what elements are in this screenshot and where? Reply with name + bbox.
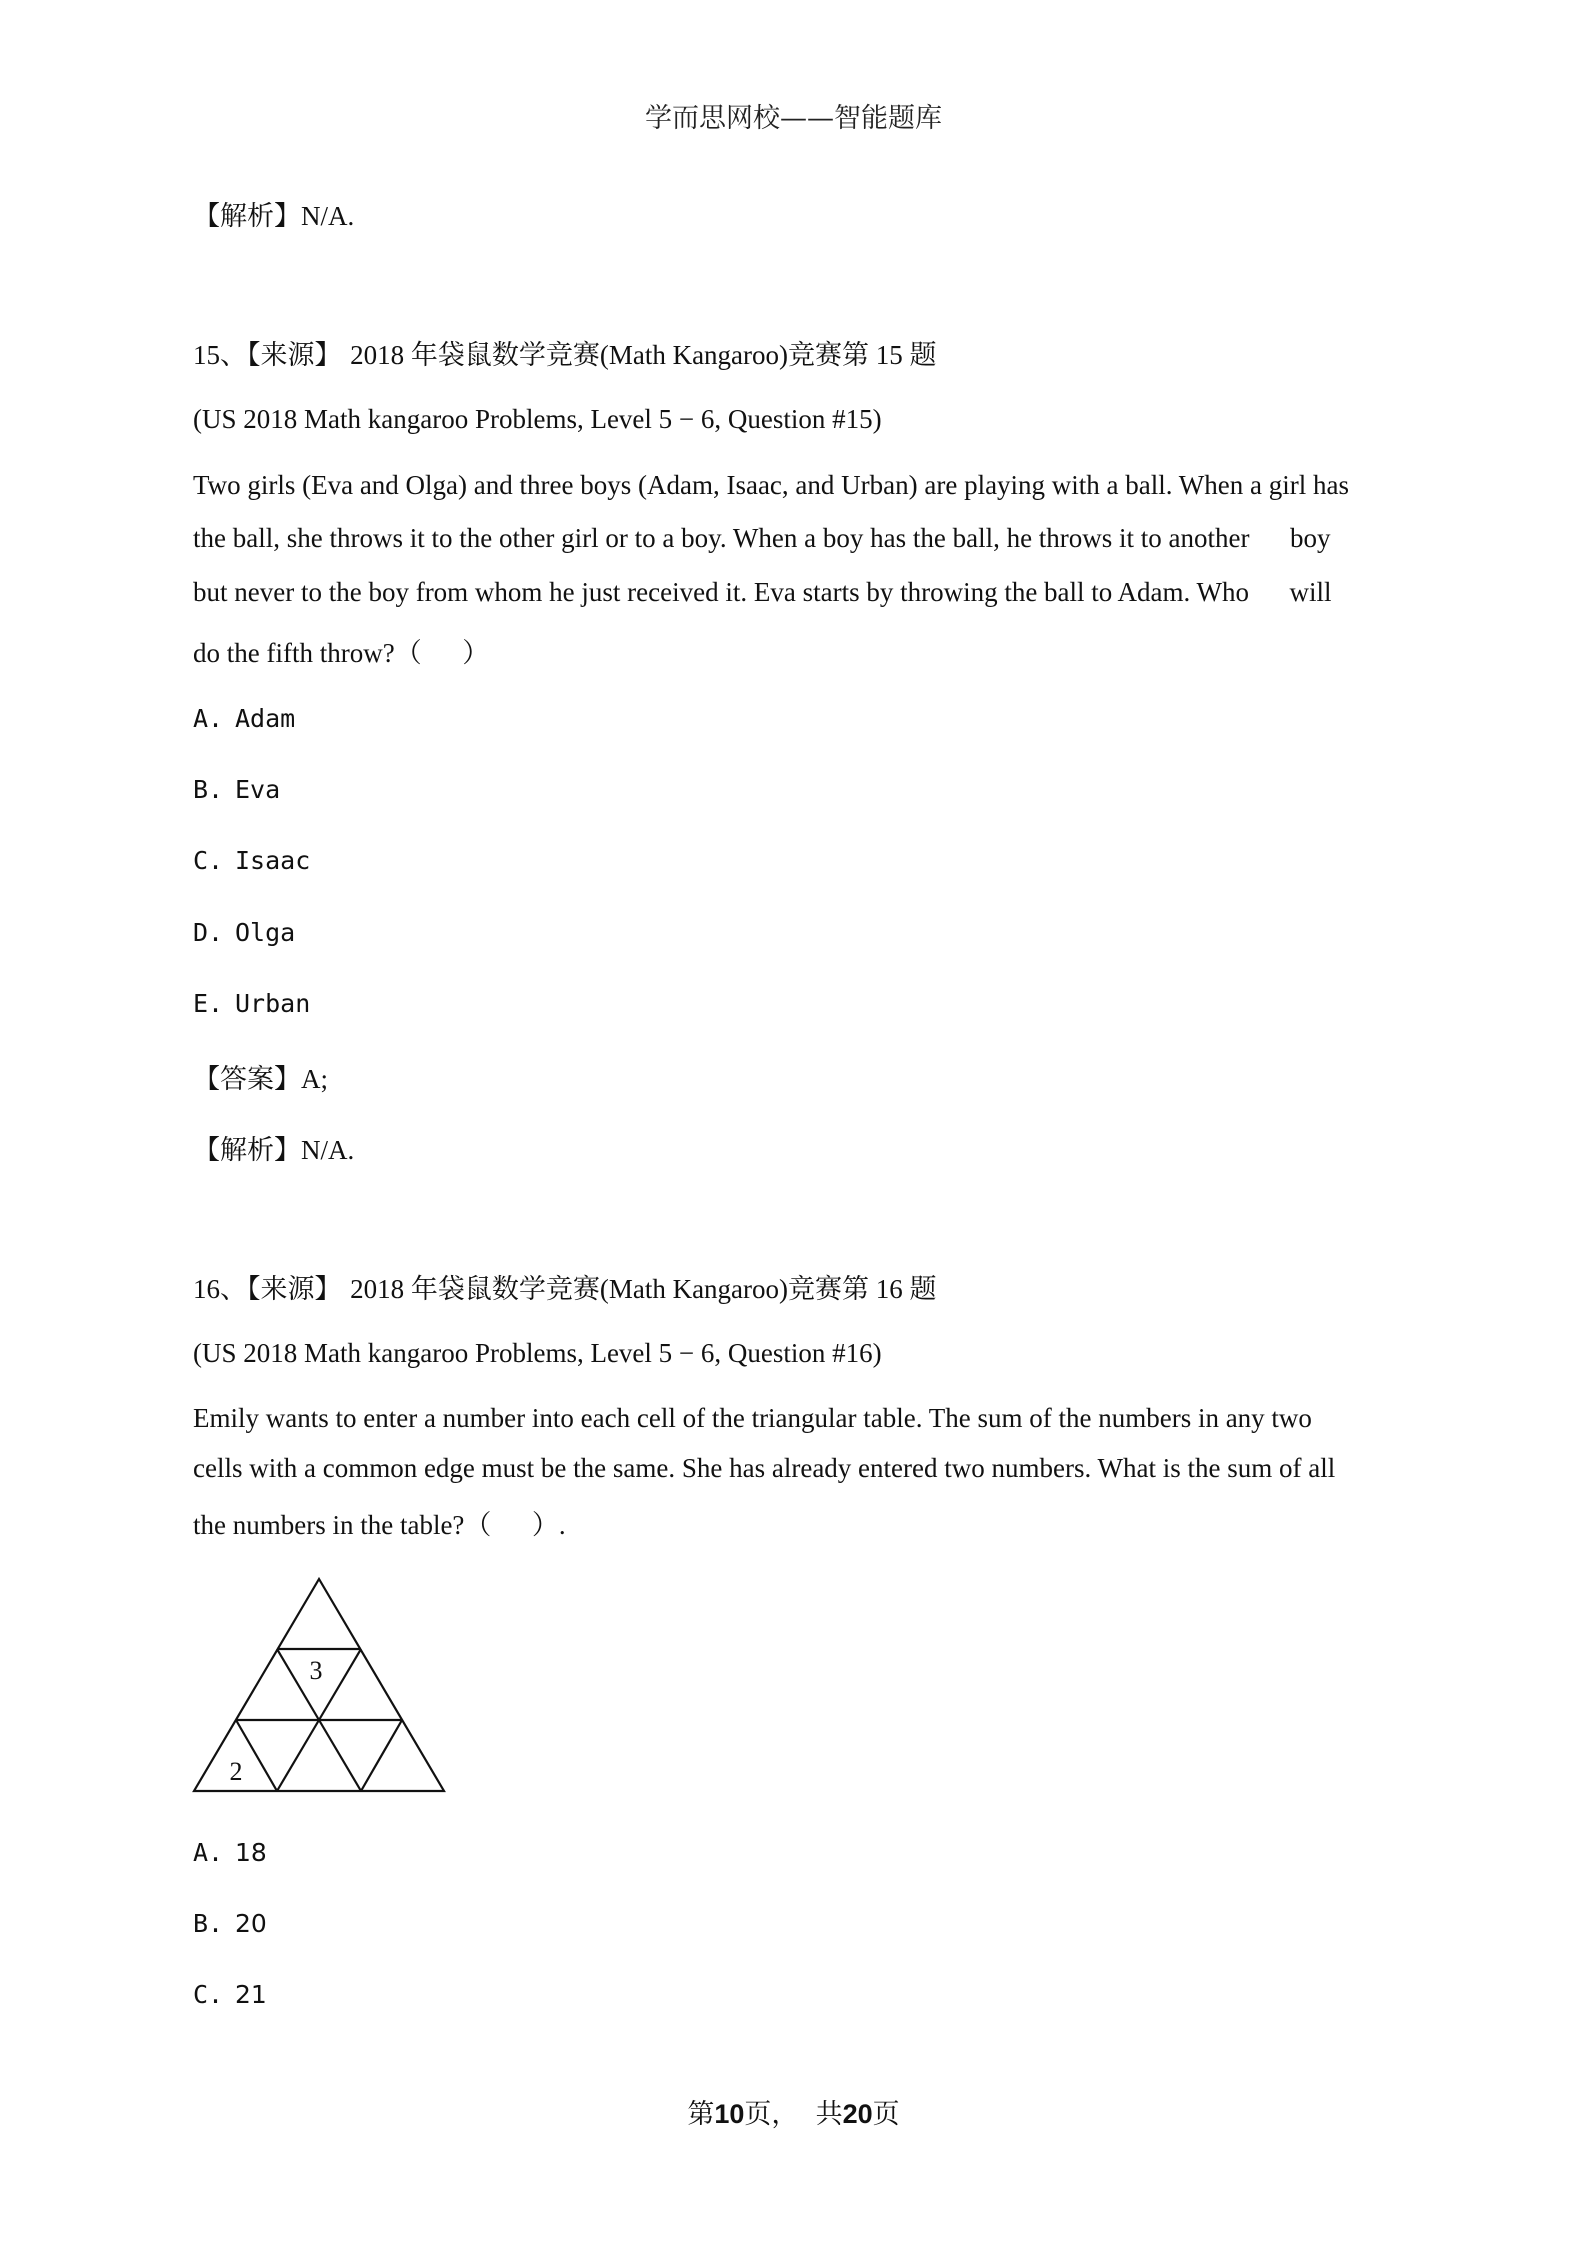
- option-letter: B.: [193, 1909, 224, 1938]
- q15-answer: [193, 1057, 328, 1096]
- option-letter: A.: [193, 704, 224, 733]
- analysis-text: N/A.: [301, 201, 355, 231]
- q15-stem-line-2: the ball, she throws it to the other girl or to a boy. When a boy has the ball, he throws it to another boy: [193, 523, 1331, 553]
- q16-option-b[interactable]: [193, 1909, 267, 1938]
- analysis-label: 【解析】: [193, 201, 301, 232]
- page-header: 学而思网校——智能题库: [645, 103, 942, 134]
- footer-middle: 页， 共: [744, 2099, 843, 2130]
- analysis-label: 【解析】: [193, 1135, 301, 1166]
- option-letter: D.: [193, 918, 224, 947]
- option-letter: B.: [193, 775, 224, 804]
- option-text: 18: [235, 1838, 267, 1867]
- option-letter: C.: [193, 846, 224, 875]
- cell-value-upper: 3: [309, 1656, 323, 1685]
- q15-option-d[interactable]: [193, 918, 295, 947]
- q16-reference: (US 2018 Math kangaroo Problems, Level 5 − 6, Question #16): [193, 1338, 882, 1368]
- q16-option-c[interactable]: [193, 1980, 267, 2009]
- q15-source-line: [193, 333, 937, 372]
- total-page-number: 20: [842, 2099, 873, 2129]
- q15-analysis: [193, 1128, 354, 1167]
- option-text: Isaac: [235, 846, 311, 875]
- q15-option-e[interactable]: [193, 989, 310, 1018]
- option-text: Olga: [235, 918, 296, 947]
- q16-source-line: [193, 1267, 937, 1306]
- page-footer: [0, 2092, 1587, 2131]
- source-text: 2018 年袋鼠数学竞赛(Math Kangaroo)竞赛第 15 题: [350, 340, 937, 370]
- option-text: Urban: [235, 989, 311, 1018]
- q15-option-c[interactable]: [193, 846, 310, 875]
- option-text: Adam: [235, 704, 296, 733]
- q15-reference: (US 2018 Math kangaroo Problems, Level 5 − 6, Question #15): [193, 404, 882, 434]
- q15-option-a[interactable]: [193, 704, 295, 733]
- analysis-text: N/A.: [301, 1135, 355, 1165]
- option-letter: C.: [193, 1980, 224, 2009]
- q15-stem-line-1: Two girls (Eva and Olga) and three boys (Adam, Isaac, and Urban) are playing with a ball. When a girl has: [193, 470, 1349, 500]
- grid-line-diag-6: [361, 1720, 402, 1791]
- q16-stem-line-1: Emily wants to enter a number into each cell of the triangular table. The sum of the numbers in any two: [193, 1403, 1312, 1433]
- footer-suffix: 页: [872, 2099, 900, 2130]
- answer-text: A;: [301, 1064, 328, 1094]
- grid-line-diag-2: [319, 1649, 361, 1720]
- q16-option-a[interactable]: [193, 1838, 267, 1867]
- option-text: 20: [235, 1909, 267, 1938]
- option-text: 21: [235, 1980, 267, 2009]
- prev-analysis: [193, 194, 354, 233]
- grid-line-diag-5: [319, 1720, 361, 1791]
- source-label: 【来源】: [247, 340, 342, 371]
- footer-prefix: 第: [687, 2099, 715, 2130]
- q15-stem-line-3: but never to the boy from whom he just received it. Eva starts by throwing the ball to Adam. Who will: [193, 577, 1332, 607]
- cell-value-lower-left: 2: [229, 1757, 243, 1786]
- option-letter: A.: [193, 1838, 224, 1867]
- q16-stem-line-2: cells with a common edge must be the same. She has already entered two numbers. What is the sum of all: [193, 1453, 1336, 1483]
- triangular-table-figure: [190, 1575, 450, 1797]
- answer-label: 【答案】: [193, 1064, 301, 1095]
- q15-stem-line-4: do the fifth throw?（ ）: [193, 638, 490, 668]
- current-page-number: 10: [714, 2099, 745, 2129]
- option-letter: E.: [193, 989, 224, 1018]
- source-label: 【来源】: [247, 1274, 342, 1305]
- source-text: 2018 年袋鼠数学竞赛(Math Kangaroo)竞赛第 16 题: [350, 1274, 937, 1304]
- q16-stem-line-3: the numbers in the table?（ ）.: [193, 1510, 566, 1540]
- grid-line-diag-4: [277, 1720, 319, 1791]
- q15-option-b[interactable]: [193, 775, 280, 804]
- option-text: Eva: [235, 775, 281, 804]
- question-number: 15、: [193, 340, 247, 370]
- question-number: 16、: [193, 1274, 247, 1304]
